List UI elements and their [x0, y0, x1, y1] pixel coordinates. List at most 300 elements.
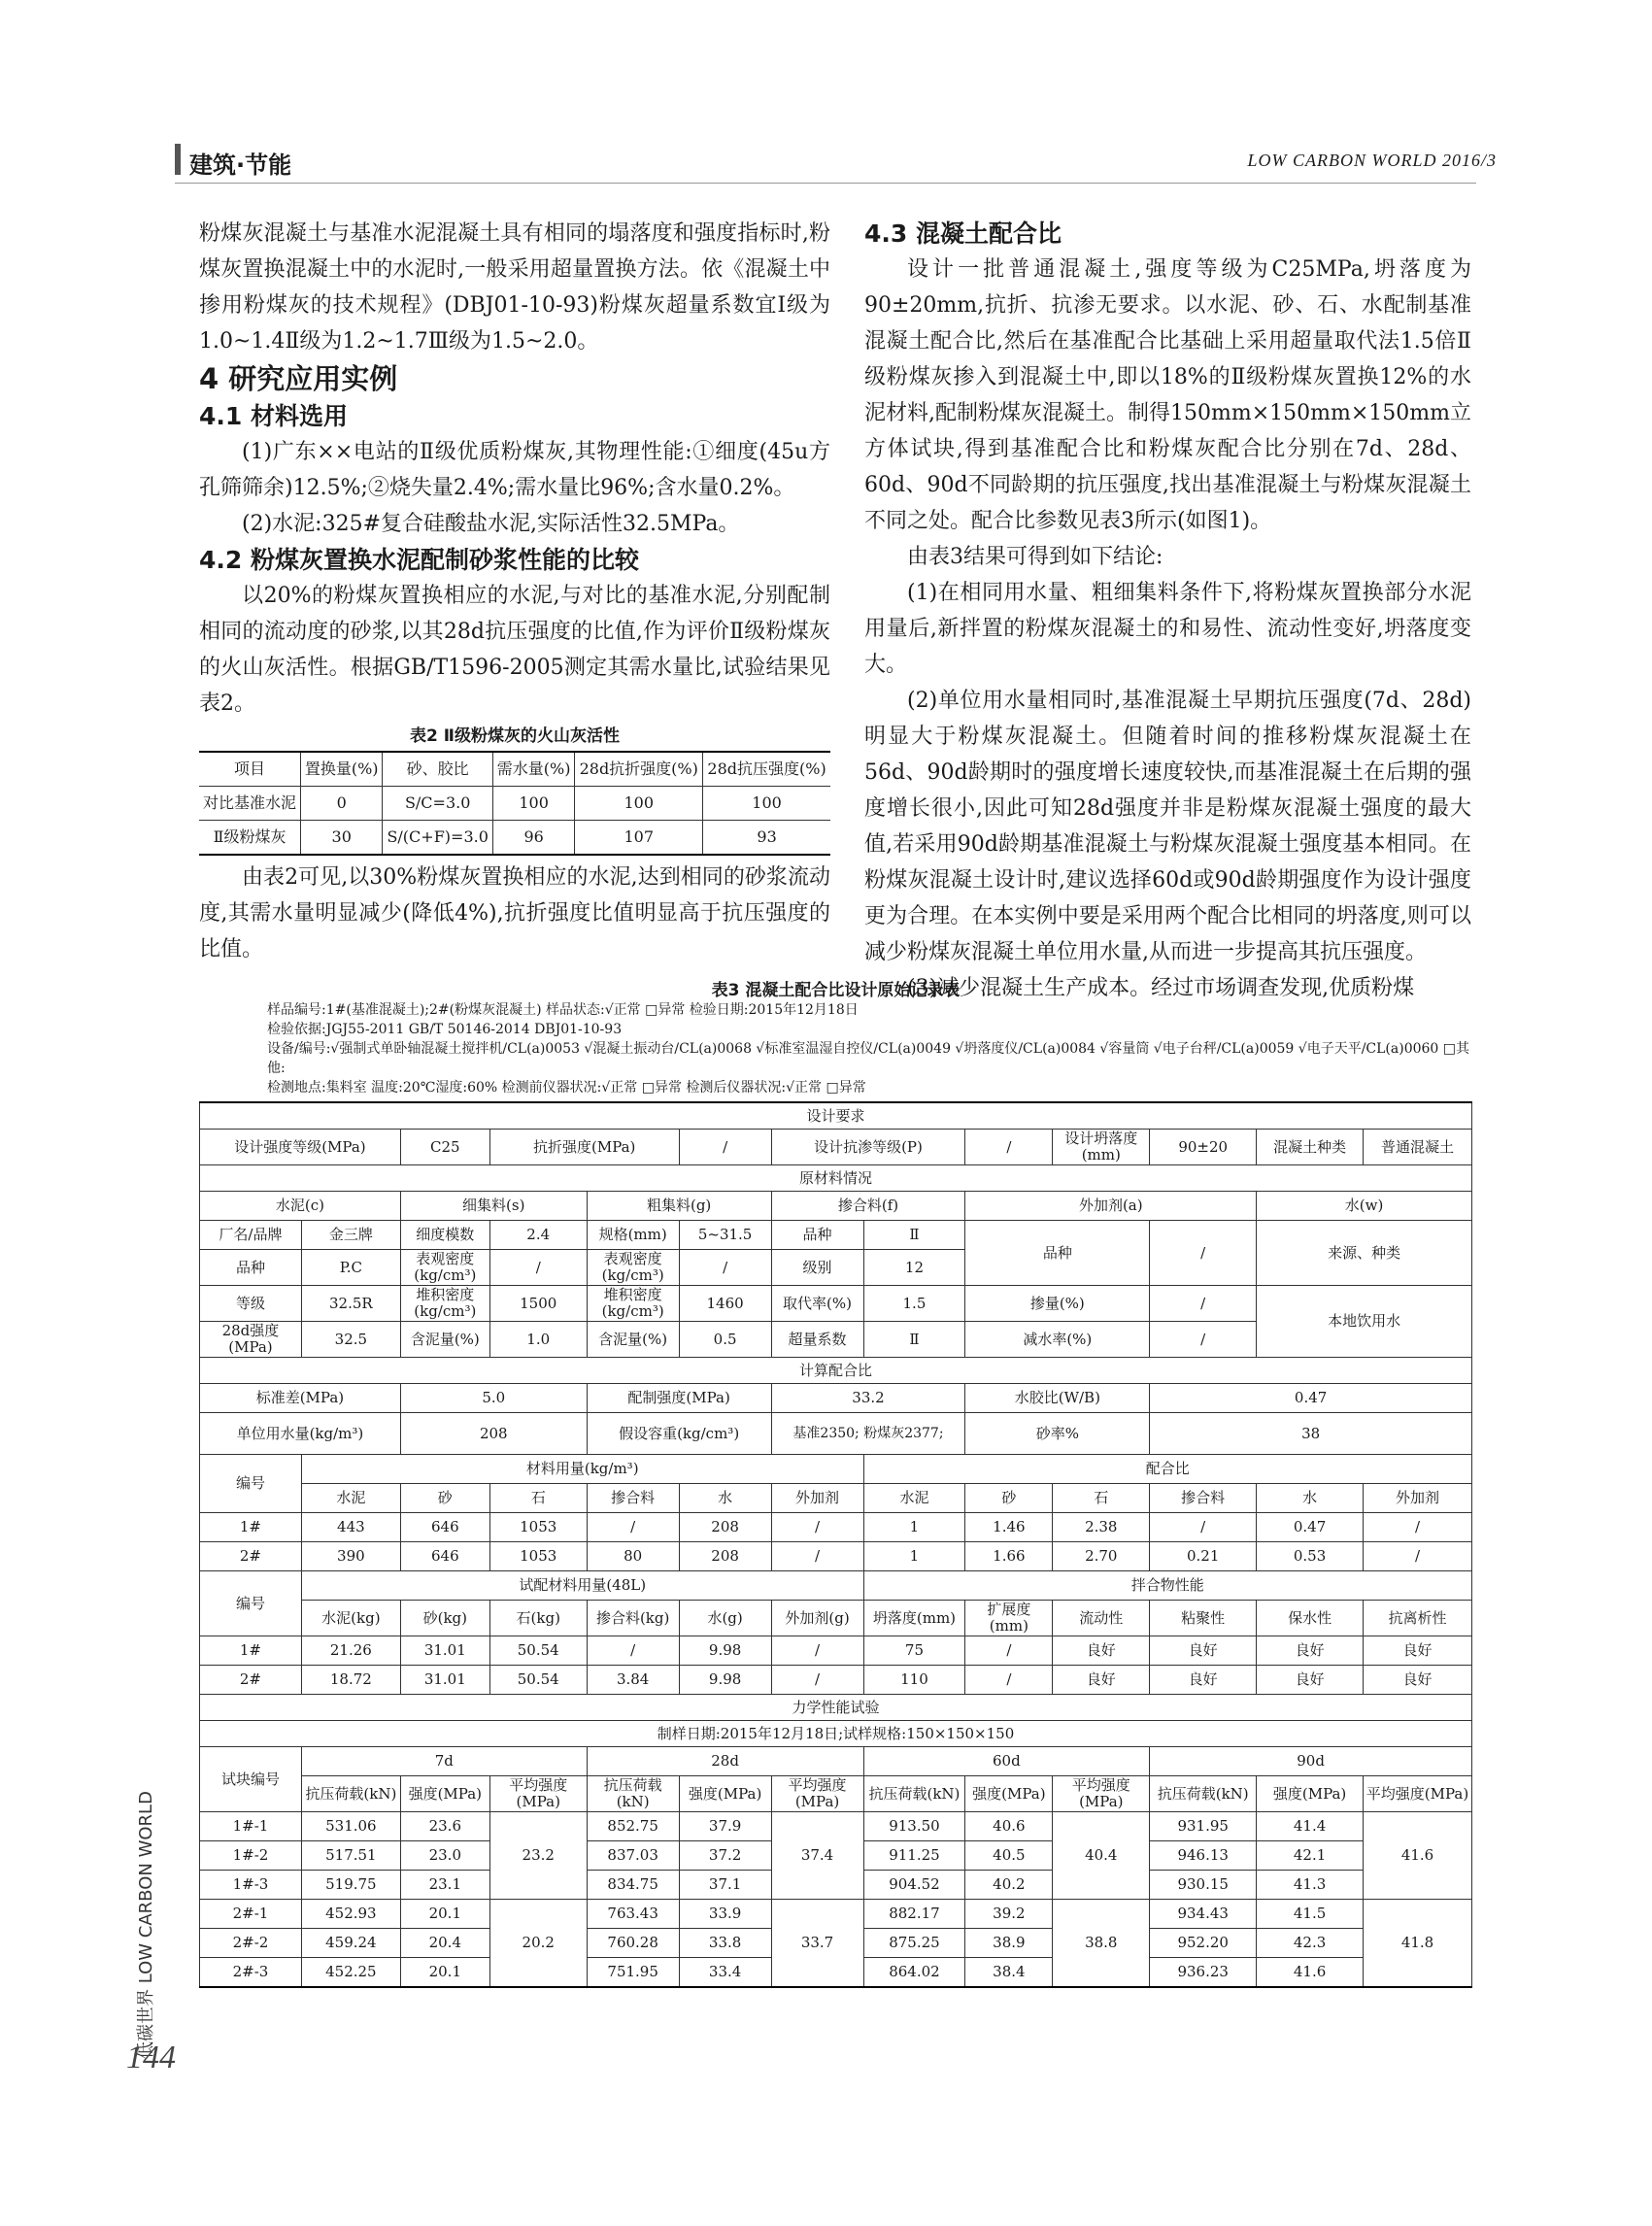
table-header-cell: 平均强度(MPa) [489, 1776, 587, 1812]
table-cell: 90±20 [1150, 1130, 1257, 1165]
paragraph: 以20%的粉煤灰置换相应的水泥,与对比的基准水泥,分别配制相同的流动度的砂浆,以其28d抗压强度的比值,作为评价Ⅱ级粉煤灰的火山灰活性。根据GB/T1596-2005测定其需水量比,试验结果见表2。 [199, 584, 830, 716]
table-header-cell: 配合比 [863, 1455, 1472, 1484]
table-cell: / [965, 1130, 1053, 1165]
table-cell: 品种 [200, 1250, 302, 1286]
table-cell: 1#-2 [200, 1841, 302, 1871]
meta-line: 检测地点:集料室 温度:20℃湿度:60% 检测前仪器状况:√正常 □异常 检测后仪器状况:√正常 □异常 [267, 1080, 866, 1096]
table-header-cell: 强度(MPa) [400, 1776, 489, 1812]
table-cell: 452.25 [301, 1958, 400, 1988]
table-header-row [200, 1747, 1472, 1776]
table-cell: 堆积密度(kg/cm³) [587, 1286, 679, 1322]
table-cell: 标准差(MPa) [200, 1384, 401, 1413]
table-row [199, 787, 830, 821]
table-cell: 等级 [200, 1286, 302, 1322]
table-cell: 0.21 [1150, 1542, 1257, 1571]
table-row [200, 1636, 1472, 1666]
table-cell: / [587, 1636, 679, 1666]
header-rule [175, 183, 1476, 184]
heading-4-2: 4.2 粉煤灰置换水泥配制砂浆性能的比较 [199, 546, 639, 574]
table-cell: 38.9 [965, 1929, 1053, 1958]
table-cell: 5~31.5 [679, 1221, 771, 1250]
table-cell: 837.03 [587, 1841, 679, 1871]
table-cell: 30 [301, 821, 383, 856]
table-cell: 40.6 [965, 1812, 1053, 1841]
table-header-cell: 水泥(kg) [301, 1601, 400, 1636]
table-cell: 28d强度(MPa) [200, 1322, 302, 1358]
table-3-caption: 表3 混凝土配合比设计原始记录表 [711, 981, 961, 1000]
table-cell: / [1150, 1513, 1257, 1542]
table-cell: 33.7 [771, 1900, 863, 1988]
table-header-cell: 水泥 [301, 1484, 400, 1513]
table-header-cell: 砂、胶比 [383, 752, 493, 787]
table-cell: / [771, 1513, 863, 1542]
table-cell: 1#-1 [200, 1812, 302, 1841]
table-cell: 904.52 [863, 1871, 965, 1900]
table-header-cell: 粘聚性 [1150, 1601, 1257, 1636]
table-cell: 1.5 [863, 1286, 965, 1322]
heading-4: 4 研究应用实例 [199, 362, 398, 395]
table-header-cell: 保水性 [1257, 1601, 1364, 1636]
table-cell: 0.53 [1257, 1542, 1364, 1571]
table-cell: 金三牌 [301, 1221, 400, 1250]
table-cell: 107 [575, 821, 703, 856]
meta-line: 设备/编号:√强制式单卧轴混凝土搅拌机/CL(a)0053 √混凝土振动台/CL(a)0068 √标准室温湿自控仪/CL(a)0049 √坍落度仪/CL(a)0084 √容量筒 √电子台秤/CL(a)0059 √电子天平/CL(a)0060 □其他: [267, 1041, 1470, 1076]
table-cell: S/(C+F)=3.0 [383, 821, 493, 856]
table-cell: 砂率% [965, 1413, 1150, 1455]
table-cell: 设计坍落度(mm) [1053, 1130, 1150, 1165]
table-cell: / [771, 1666, 863, 1695]
paragraph: 设计一批普通混凝土,强度等级为C25MPa,坍落度为90±20mm,抗折、抗渗无要求。以水泥、砂、石、水配制基准混凝土配合比,然后在基准配合比基础上采用超量取代法1.5倍Ⅱ级粉煤灰掺入到混凝土中,即以18%的Ⅱ级粉煤灰置换12%的水泥材料,配制粉煤灰混凝土。制得150mm×150mm×150mm立方体试块,得到基准配合比和粉煤灰配合比分别在7d、28d、60d、90d不同龄期的抗压强度,找出基准混凝土与粉煤灰混凝土不同之处。配合比参数见表3所示(如图1)。 [864, 257, 1472, 533]
table-row [199, 821, 830, 856]
table-cell: 0.47 [1150, 1384, 1472, 1413]
table-cell: 良好 [1053, 1666, 1150, 1695]
table-cell: Ⅱ [863, 1221, 965, 1250]
table-cell: 1# [200, 1636, 302, 1666]
table-row [200, 1221, 1472, 1250]
table-cell: 设计抗渗等级(P) [771, 1130, 965, 1165]
table-cell: 堆积密度(kg/cm³) [400, 1286, 489, 1322]
table-cell: / [489, 1250, 587, 1286]
paragraph: (3)减少混凝土生产成本。经过市场调查发现,优质粉煤 [907, 976, 1415, 1000]
table-cell: 23.6 [400, 1812, 489, 1841]
table-cell: 41.4 [1257, 1812, 1364, 1841]
table-cell: 品种 [771, 1221, 863, 1250]
table-header-cell: 抗离析性 [1364, 1601, 1472, 1636]
table-row [200, 1666, 1472, 1695]
table-header-cell: 水(w) [1257, 1192, 1472, 1221]
table-header-cell: 平均强度(MPa) [1364, 1776, 1472, 1812]
table-header-row [200, 1776, 1472, 1812]
table-cell: 33.4 [679, 1958, 771, 1988]
table-cell: 混凝土种类 [1257, 1130, 1364, 1165]
paragraph: 由表3结果可得到如下结论: [907, 545, 1163, 569]
table-header-row [200, 1484, 1472, 1513]
heading-4-3: 4.3 混凝土配合比 [864, 219, 1062, 248]
table-cell: 20.1 [400, 1958, 489, 1988]
table-cell: 抗折强度(MPa) [489, 1130, 679, 1165]
section-header: 设计要求 [200, 1102, 1472, 1130]
table-cell: 100 [703, 787, 830, 821]
table-cell: 1053 [489, 1513, 587, 1542]
table-cell: 级别 [771, 1250, 863, 1286]
table-cell: 100 [492, 787, 574, 821]
table-header-cell: 28d [587, 1747, 863, 1776]
table-cell: 1.46 [965, 1513, 1053, 1542]
table-header-cell: 砂 [965, 1484, 1053, 1513]
table-2 [199, 751, 830, 856]
table-cell: 452.93 [301, 1900, 400, 1929]
table-header-cell: 石 [489, 1484, 587, 1513]
table-3-block [199, 976, 1472, 1988]
table-cell: 931.95 [1150, 1812, 1257, 1841]
table-cell: S/C=3.0 [383, 787, 493, 821]
table-cell: 良好 [1150, 1636, 1257, 1666]
table-cell: 40.2 [965, 1871, 1053, 1900]
table-cell: 37.1 [679, 1871, 771, 1900]
table-cell: 882.17 [863, 1900, 965, 1929]
table-cell: 40.5 [965, 1841, 1053, 1871]
table-cell: 41.8 [1364, 1900, 1472, 1988]
table-cell: 来源、种类 [1257, 1221, 1472, 1286]
table-header-cell: 抗压荷载(kN) [587, 1776, 679, 1812]
table-cell: 110 [863, 1666, 965, 1695]
table-header-cell: 砂(kg) [400, 1601, 489, 1636]
table-cell: 0 [301, 787, 383, 821]
table-header-cell: 砂 [400, 1484, 489, 1513]
table-header-cell: 掺合料(kg) [587, 1601, 679, 1636]
table-cell: 21.26 [301, 1636, 400, 1666]
table-header-cell: 强度(MPa) [679, 1776, 771, 1812]
table-cell: / [965, 1666, 1053, 1695]
table-cell: 33.8 [679, 1929, 771, 1958]
table-cell: 假设容重(kg/cm³) [587, 1413, 771, 1455]
table-cell: / [965, 1636, 1053, 1666]
table-header-cell: 流动性 [1053, 1601, 1150, 1636]
table-cell: 39.2 [965, 1900, 1053, 1929]
table-cell: 41.3 [1257, 1871, 1364, 1900]
table-cell: 517.51 [301, 1841, 400, 1871]
table-cell: / [771, 1636, 863, 1666]
table-cell: / [1150, 1221, 1257, 1286]
table-cell: 9.98 [679, 1636, 771, 1666]
table-cell: 459.24 [301, 1929, 400, 1958]
side-label-text: 低碳世界 LOW CARBON WORLD [136, 1791, 156, 2059]
right-column [864, 216, 1471, 1006]
table-cell: 1 [863, 1542, 965, 1571]
table-cell: / [771, 1542, 863, 1571]
table-header-cell: 坍落度(mm) [863, 1601, 965, 1636]
mech-table-body [200, 1812, 1472, 1988]
table-cell: 100 [575, 787, 703, 821]
table-cell: 443 [301, 1513, 400, 1542]
table-cell: 38 [1150, 1413, 1472, 1455]
table-cell: Ⅱ [863, 1322, 965, 1358]
table-cell: / [1364, 1542, 1472, 1571]
table-header-cell: 项目 [199, 752, 301, 787]
paragraph: (2)单位用水量相同时,基准混凝土早期抗压强度(7d、28d)明显大于粉煤灰混凝土。但随着时间的推移粉煤灰混凝土在56d、90d龄期时的强度增长速度较快,而基准混凝土在后期的强度增长很小,因此可知28d强度并非是粉煤灰混凝土强度的最大值,若采用90d龄期基准混凝土与粉煤灰混凝土强度基本相同。在粉煤灰混凝土设计时,建议选择60d或90d龄期强度作为设计强度更为合理。在本实例中要是采用两个配合比相同的坍落度,则可以减少粉煤灰混凝土单位用水量,从而进一步提高其抗压强度。 [864, 689, 1471, 964]
left-column [199, 216, 830, 967]
table-cell: C25 [400, 1130, 489, 1165]
table-header-cell: 需水量(%) [492, 752, 574, 787]
table-header-cell: 外加剂 [1364, 1484, 1472, 1513]
table-cell: 厂名/品牌 [200, 1221, 302, 1250]
table-cell: 40.4 [1053, 1812, 1150, 1900]
table-header-cell: 7d [301, 1747, 587, 1776]
table-cell: 0.47 [1257, 1513, 1364, 1542]
table-cell: 50.54 [489, 1666, 587, 1695]
table-cell: 良好 [1364, 1666, 1472, 1695]
table-cell: 23.1 [400, 1871, 489, 1900]
table-row [200, 1130, 1472, 1165]
table-cell: 细度模数 [400, 1221, 489, 1250]
side-journal-label [128, 1768, 159, 2059]
table-header-cell: 强度(MPa) [965, 1776, 1053, 1812]
paragraph: 由表2可见,以30%粉煤灰置换相应的水泥,达到相同的砂浆流动度,其需水量明显减少(降低4%),抗折强度比值明显高于抗压强度的比值。 [199, 865, 830, 961]
table-header-cell: 28d抗折强度(%) [575, 752, 703, 787]
table-header-cell: 外加剂(a) [965, 1192, 1257, 1221]
table-cell: 37.2 [679, 1841, 771, 1871]
table-cell: 0.5 [679, 1322, 771, 1358]
table-cell: 38.4 [965, 1958, 1053, 1988]
table-cell: 531.06 [301, 1812, 400, 1841]
table-header-cell: 28d抗压强度(%) [703, 752, 830, 787]
section-header: 计算配合比 [200, 1358, 1472, 1384]
table-cell: 96 [492, 821, 574, 856]
table-cell: 93 [703, 821, 830, 856]
table-cell: / [587, 1513, 679, 1542]
table-cell: 852.75 [587, 1812, 679, 1841]
table-header-row [200, 1192, 1472, 1221]
table-header-cell: 水 [679, 1484, 771, 1513]
table-header-cell: 外加剂(g) [771, 1601, 863, 1636]
table-cell: 普通混凝土 [1364, 1130, 1472, 1165]
table-cell: 良好 [1257, 1666, 1364, 1695]
table-cell: 390 [301, 1542, 400, 1571]
table-cell: 超量系数 [771, 1322, 863, 1358]
table-header-cell: 石 [1053, 1484, 1150, 1513]
table-cell: 32.5R [301, 1286, 400, 1322]
table-cell: 减水率(%) [965, 1322, 1150, 1358]
table-cell: 646 [400, 1513, 489, 1542]
table-cell: 32.5 [301, 1322, 400, 1358]
table-header-cell: 抗压荷载(kN) [301, 1776, 400, 1812]
table-cell: 1.0 [489, 1322, 587, 1358]
table-cell: 934.43 [1150, 1900, 1257, 1929]
table-3 [199, 1101, 1472, 1988]
table-header-row [199, 752, 830, 787]
table-cell: 18.72 [301, 1666, 400, 1695]
table-cell: 913.50 [863, 1812, 965, 1841]
table-cell: 2.38 [1053, 1513, 1150, 1542]
heading-4-1: 4.1 材料选用 [199, 402, 348, 430]
table-cell: 本地饮用水 [1257, 1286, 1472, 1358]
table-cell: 952.20 [1150, 1929, 1257, 1958]
table-cell: 41.5 [1257, 1900, 1364, 1929]
table-cell: 875.25 [863, 1929, 965, 1958]
table-cell: 1460 [679, 1286, 771, 1322]
page-number: 144 [126, 2040, 176, 2075]
table-header-cell: 水泥(c) [200, 1192, 401, 1221]
table-cell: 646 [400, 1542, 489, 1571]
table-cell: 946.13 [1150, 1841, 1257, 1871]
table-cell: 38.8 [1053, 1900, 1150, 1988]
table-cell: 2.4 [489, 1221, 587, 1250]
table-cell: 20.2 [489, 1900, 587, 1988]
table-cell: 42.1 [1257, 1841, 1364, 1871]
table-cell: 834.75 [587, 1871, 679, 1900]
meta-line: 样品编号:1#(基准混凝土);2#(粉煤灰混凝土) 样品状态:√正常 □异常 检验日期:2015年12月18日 [267, 1002, 859, 1018]
table-cell: 水胶比(W/B) [965, 1384, 1150, 1413]
table-header-cell: 水(g) [679, 1601, 771, 1636]
table-header-row [200, 1601, 1472, 1636]
table-header-row [200, 1571, 1472, 1601]
table-cell: 23.0 [400, 1841, 489, 1871]
table-2-caption: 表2 Ⅱ级粉煤灰的火山灰活性 [410, 726, 620, 746]
table-cell: 31.01 [400, 1666, 489, 1695]
table-header-cell: 抗压荷载(kN) [1150, 1776, 1257, 1812]
table-cell: 20.1 [400, 1900, 489, 1929]
table-row [200, 1542, 1472, 1571]
table-cell: 80 [587, 1542, 679, 1571]
table-cell: 良好 [1053, 1636, 1150, 1666]
meta-line: 检验依据:JGJ55-2011 GB/T 50146-2014 DBJ01-10-93 [267, 1022, 623, 1037]
table-header-cell: 水 [1257, 1484, 1364, 1513]
table-cell: 1 [863, 1513, 965, 1542]
table-cell: 41.6 [1364, 1812, 1472, 1900]
table-header-cell: 强度(MPa) [1257, 1776, 1364, 1812]
table-header-cell: 粗集料(g) [587, 1192, 771, 1221]
table-cell: 20.4 [400, 1929, 489, 1958]
table-cell: 含泥量(%) [587, 1322, 679, 1358]
table-cell: 设计强度等级(MPa) [200, 1130, 401, 1165]
table-cell: 12 [863, 1250, 965, 1286]
table-cell: 规格(mm) [587, 1221, 679, 1250]
table-cell: 37.9 [679, 1812, 771, 1841]
table-header-cell: 试配材料用量(48L) [301, 1571, 863, 1601]
table-header-cell: 拌合物性能 [863, 1571, 1472, 1601]
section-header: 原材料情况 [200, 1165, 1472, 1192]
table-cell: 掺量(%) [965, 1286, 1150, 1322]
table-header-cell: 外加剂 [771, 1484, 863, 1513]
table-cell: 2.70 [1053, 1542, 1150, 1571]
table-cell: Ⅱ级粉煤灰 [199, 821, 301, 856]
table-cell: 9.98 [679, 1666, 771, 1695]
table-row [200, 1812, 1472, 1841]
table-cell: 1500 [489, 1286, 587, 1322]
table-cell: 930.15 [1150, 1871, 1257, 1900]
table-cell: / [1364, 1513, 1472, 1542]
section-header: 力学性能试验 [200, 1695, 1472, 1721]
table-header-cell: 置换量(%) [301, 752, 383, 787]
table-cell: 760.28 [587, 1929, 679, 1958]
table-header-cell: 掺合料 [1150, 1484, 1257, 1513]
table-cell: / [679, 1130, 771, 1165]
table-cell: 23.2 [489, 1812, 587, 1900]
table-cell: 208 [400, 1413, 587, 1455]
table-cell: 表观密度(kg/cm³) [400, 1250, 489, 1286]
table-cell: 208 [679, 1513, 771, 1542]
table-cell: 1#-3 [200, 1871, 302, 1900]
table-cell: 33.9 [679, 1900, 771, 1929]
table-cell: 配制强度(MPa) [587, 1384, 771, 1413]
header-bar [175, 144, 181, 175]
table-cell: 2#-1 [200, 1900, 302, 1929]
table-header-cell: 水泥 [863, 1484, 965, 1513]
sample-note: 制样日期:2015年12月18日;试样规格:150×150×150 [200, 1721, 1472, 1747]
table-cell: 2# [200, 1666, 302, 1695]
journal-title: LOW CARBON WORLD 2016/3 [1247, 151, 1497, 170]
paragraph: (2)水泥:325#复合硅酸盐水泥,实际活性32.5MPa。 [242, 512, 740, 536]
table-header-cell: 试块编号 [200, 1747, 302, 1812]
table-cell: 763.43 [587, 1900, 679, 1929]
table-header-cell: 平均强度(MPa) [1053, 1776, 1150, 1812]
table-cell: P.C [301, 1250, 400, 1286]
table-row [200, 1286, 1472, 1322]
table-cell: 42.3 [1257, 1929, 1364, 1958]
paragraph: 粉煤灰混凝土与基准水泥混凝土具有相同的塌落度和强度指标时,粉煤灰置换混凝土中的水泥时,一般采用超量置换方法。依《混凝土中掺用粉煤灰的技术规程》(DBJ01-10-93)粉煤灰超量系数宜Ⅰ级为1.0~1.4Ⅱ级为1.2~1.7Ⅲ级为1.5~2.0。 [199, 221, 830, 354]
table-cell: 单位用水量(kg/m³) [200, 1413, 401, 1455]
table-cell: / [1150, 1322, 1257, 1358]
table-cell: 1.66 [965, 1542, 1053, 1571]
table-cell: 2#-2 [200, 1929, 302, 1958]
table-row [200, 1513, 1472, 1542]
table-header-cell: 编号 [200, 1455, 302, 1513]
table-header-cell: 细集料(s) [400, 1192, 587, 1221]
table-cell: 基准2350; 粉煤灰2377; [771, 1413, 965, 1455]
table-cell: / [679, 1250, 771, 1286]
table-cell: 864.02 [863, 1958, 965, 1988]
table-cell: 2# [200, 1542, 302, 1571]
table-cell: 936.23 [1150, 1958, 1257, 1988]
table-cell: 519.75 [301, 1871, 400, 1900]
table-header-cell: 60d [863, 1747, 1150, 1776]
table-header-cell: 材料用量(kg/m³) [301, 1455, 863, 1484]
table-header-cell: 扩展度(mm) [965, 1601, 1053, 1636]
paragraph: (1)在相同用水量、粗细集料条件下,将粉煤灰置换部分水泥用量后,新拌置的粉煤灰混凝土的和易性、流动性变好,坍落度变大。 [864, 581, 1471, 677]
table-cell: 1053 [489, 1542, 587, 1571]
table-header-cell: 抗压荷载(kN) [863, 1776, 965, 1812]
table-cell: 2#-3 [200, 1958, 302, 1988]
table-cell: 含泥量(%) [400, 1322, 489, 1358]
table-cell: 751.95 [587, 1958, 679, 1988]
table-cell: 41.6 [1257, 1958, 1364, 1988]
table-header-cell: 掺合料 [587, 1484, 679, 1513]
table-cell: 208 [679, 1542, 771, 1571]
table-header-row [200, 1455, 1472, 1484]
table-cell: 75 [863, 1636, 965, 1666]
table-header-cell: 石(kg) [489, 1601, 587, 1636]
record-meta [199, 1000, 1472, 1097]
table-header-cell: 平均强度(MPa) [771, 1776, 863, 1812]
table-row [200, 1413, 1472, 1455]
table-cell: 良好 [1150, 1666, 1257, 1695]
table-header-cell: 掺合料(f) [771, 1192, 965, 1221]
table-cell: 911.25 [863, 1841, 965, 1871]
table-row [200, 1384, 1472, 1413]
table-cell: 31.01 [400, 1636, 489, 1666]
table-cell: 良好 [1364, 1636, 1472, 1666]
table-cell: 表观密度(kg/cm³) [587, 1250, 679, 1286]
table-row [200, 1900, 1472, 1929]
table-cell: 良好 [1257, 1636, 1364, 1666]
table-cell: 对比基准水泥 [199, 787, 301, 821]
table-cell: / [1150, 1286, 1257, 1322]
table-header-cell: 90d [1150, 1747, 1472, 1776]
paragraph: (1)广东××电站的Ⅱ级优质粉煤灰,其物理性能:①细度(45u方孔筛筛余)12.5%;②烧失量2.4%;需水量比96%;含水量0.2%。 [199, 440, 830, 500]
table-cell: 5.0 [400, 1384, 587, 1413]
table-cell: 50.54 [489, 1636, 587, 1666]
section-title: 建筑·节能 [189, 152, 292, 179]
